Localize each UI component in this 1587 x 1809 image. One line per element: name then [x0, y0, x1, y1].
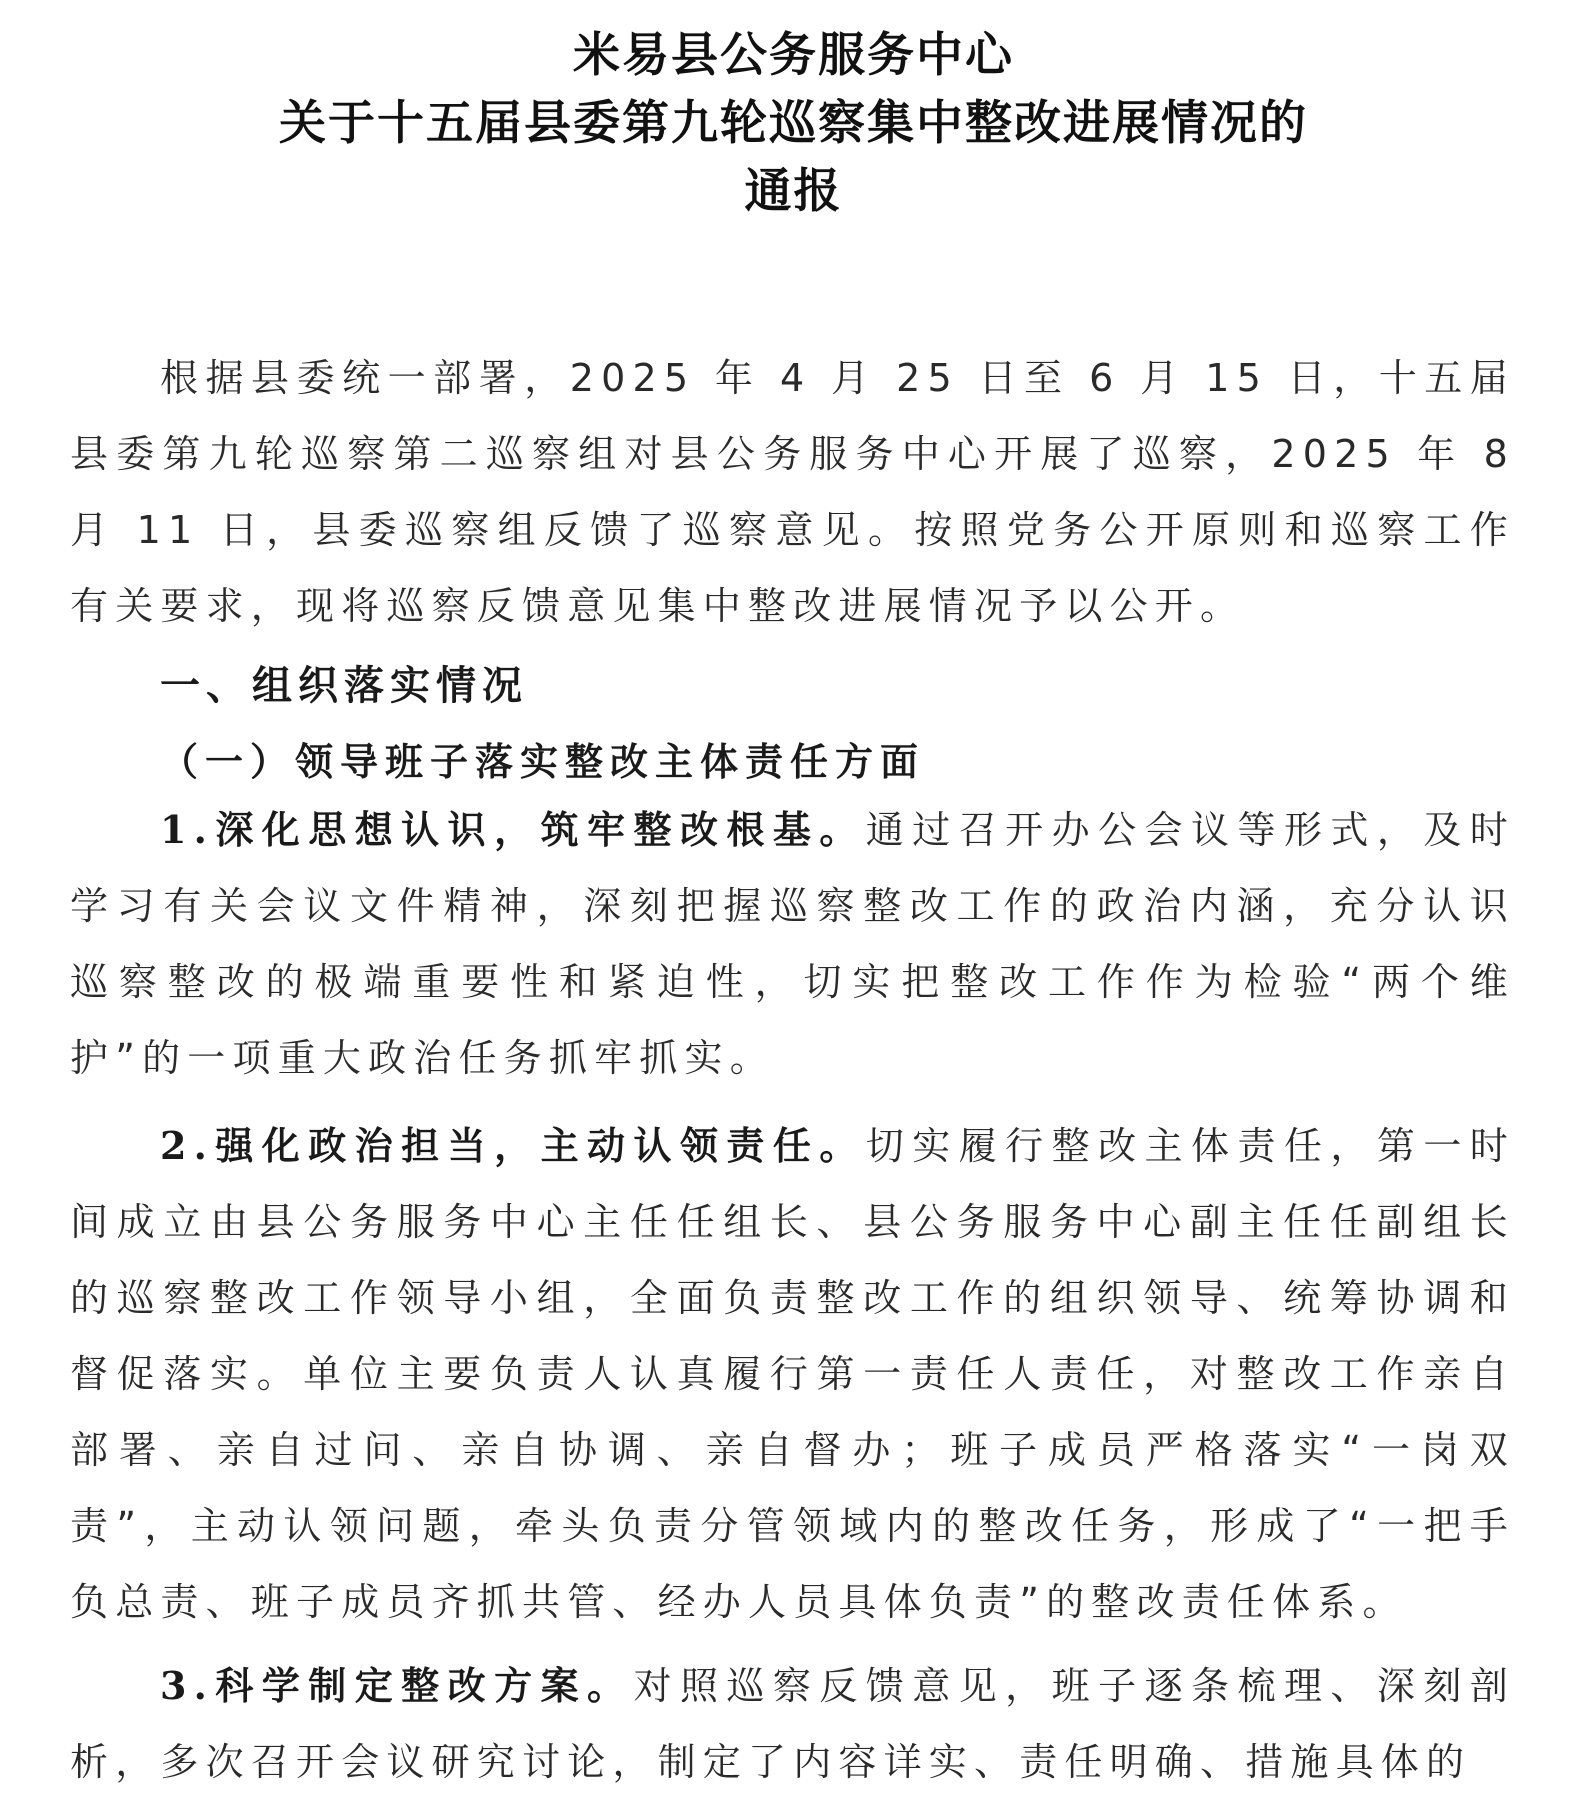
- section-heading: 一、组织落实情况: [160, 663, 528, 709]
- item-lead-text: 强化政治担当，主动认领责任。: [214, 1124, 866, 1168]
- intro-paragraph: 根据县委统一部署，2025 年 4 月 25 日至 6 月 15 日，十五届县委第九轮巡察第二巡察组对县公务服务中心开展了巡察，2025 年 8 月 11 日，县委巡察组反馈了巡察意见。按照党务公开原则和巡察工作有关要求，现将巡察反馈意见集中整改进展情况予以公开。: [70, 356, 1515, 628]
- item-paragraph-3: [70, 1648, 1515, 1800]
- title-line-subject: 关于十五届县委第九轮巡察集中整改进展情况的: [279, 96, 1308, 151]
- section-subheading: （一）领导班子落实整改主体责任方面: [160, 740, 926, 784]
- intro-paragraph-block: [70, 340, 1515, 644]
- item-lead: [160, 808, 866, 852]
- item-number: 1.: [160, 807, 215, 852]
- item-paragraph-2: [70, 1108, 1515, 1640]
- item-lead: [160, 1664, 634, 1708]
- document-title: [0, 22, 1587, 226]
- item-number: 2.: [160, 1123, 215, 1168]
- item-body-text: 切实履行整改主体责任，第一时间成立由县公务服务中心主任任组长、县公务服务中心副主任任副组长的巡察整改工作领导小组，全面负责整改工作的组织领导、统筹协调和督促落实。单位主要负责人认真履行第一责任人责任，对整改工作亲自部署、亲自过问、亲自协调、亲自督办；班子成员严格落实“一岗双责”，主动认领问题，牵头负责分管领域内的整改任务，形成了“一把手负总责、班子成员齐抓共管、经办人员具体负责”的整改责任体系。: [70, 1124, 1515, 1624]
- item-lead-text: 科学制定整改方案。: [214, 1664, 634, 1708]
- item-number: 3.: [160, 1663, 215, 1708]
- item-lead-text: 深化思想认识，筑牢整改根基。: [214, 808, 866, 852]
- item-paragraph-1: [70, 792, 1515, 1096]
- item-body-text: 通过召开办公会议等形式，及时学习有关会议文件精神，深刻把握巡察整改工作的政治内涵，充分认识巡察整改的极端重要性和紧迫性，切实把整改工作作为检验“两个维护”的一项重大政治任务抓牢抓实。: [70, 808, 1515, 1080]
- title-line-type: 通报: [744, 164, 843, 219]
- item-lead: [160, 1124, 866, 1168]
- item-body-text: 对照巡察反馈意见，班子逐条梳理、深刻剖析，多次召开会议研究讨论，制定了内容详实、责任明确、措施具体的: [70, 1664, 1515, 1784]
- title-line-org: 米易县公务服务中心: [573, 28, 1014, 83]
